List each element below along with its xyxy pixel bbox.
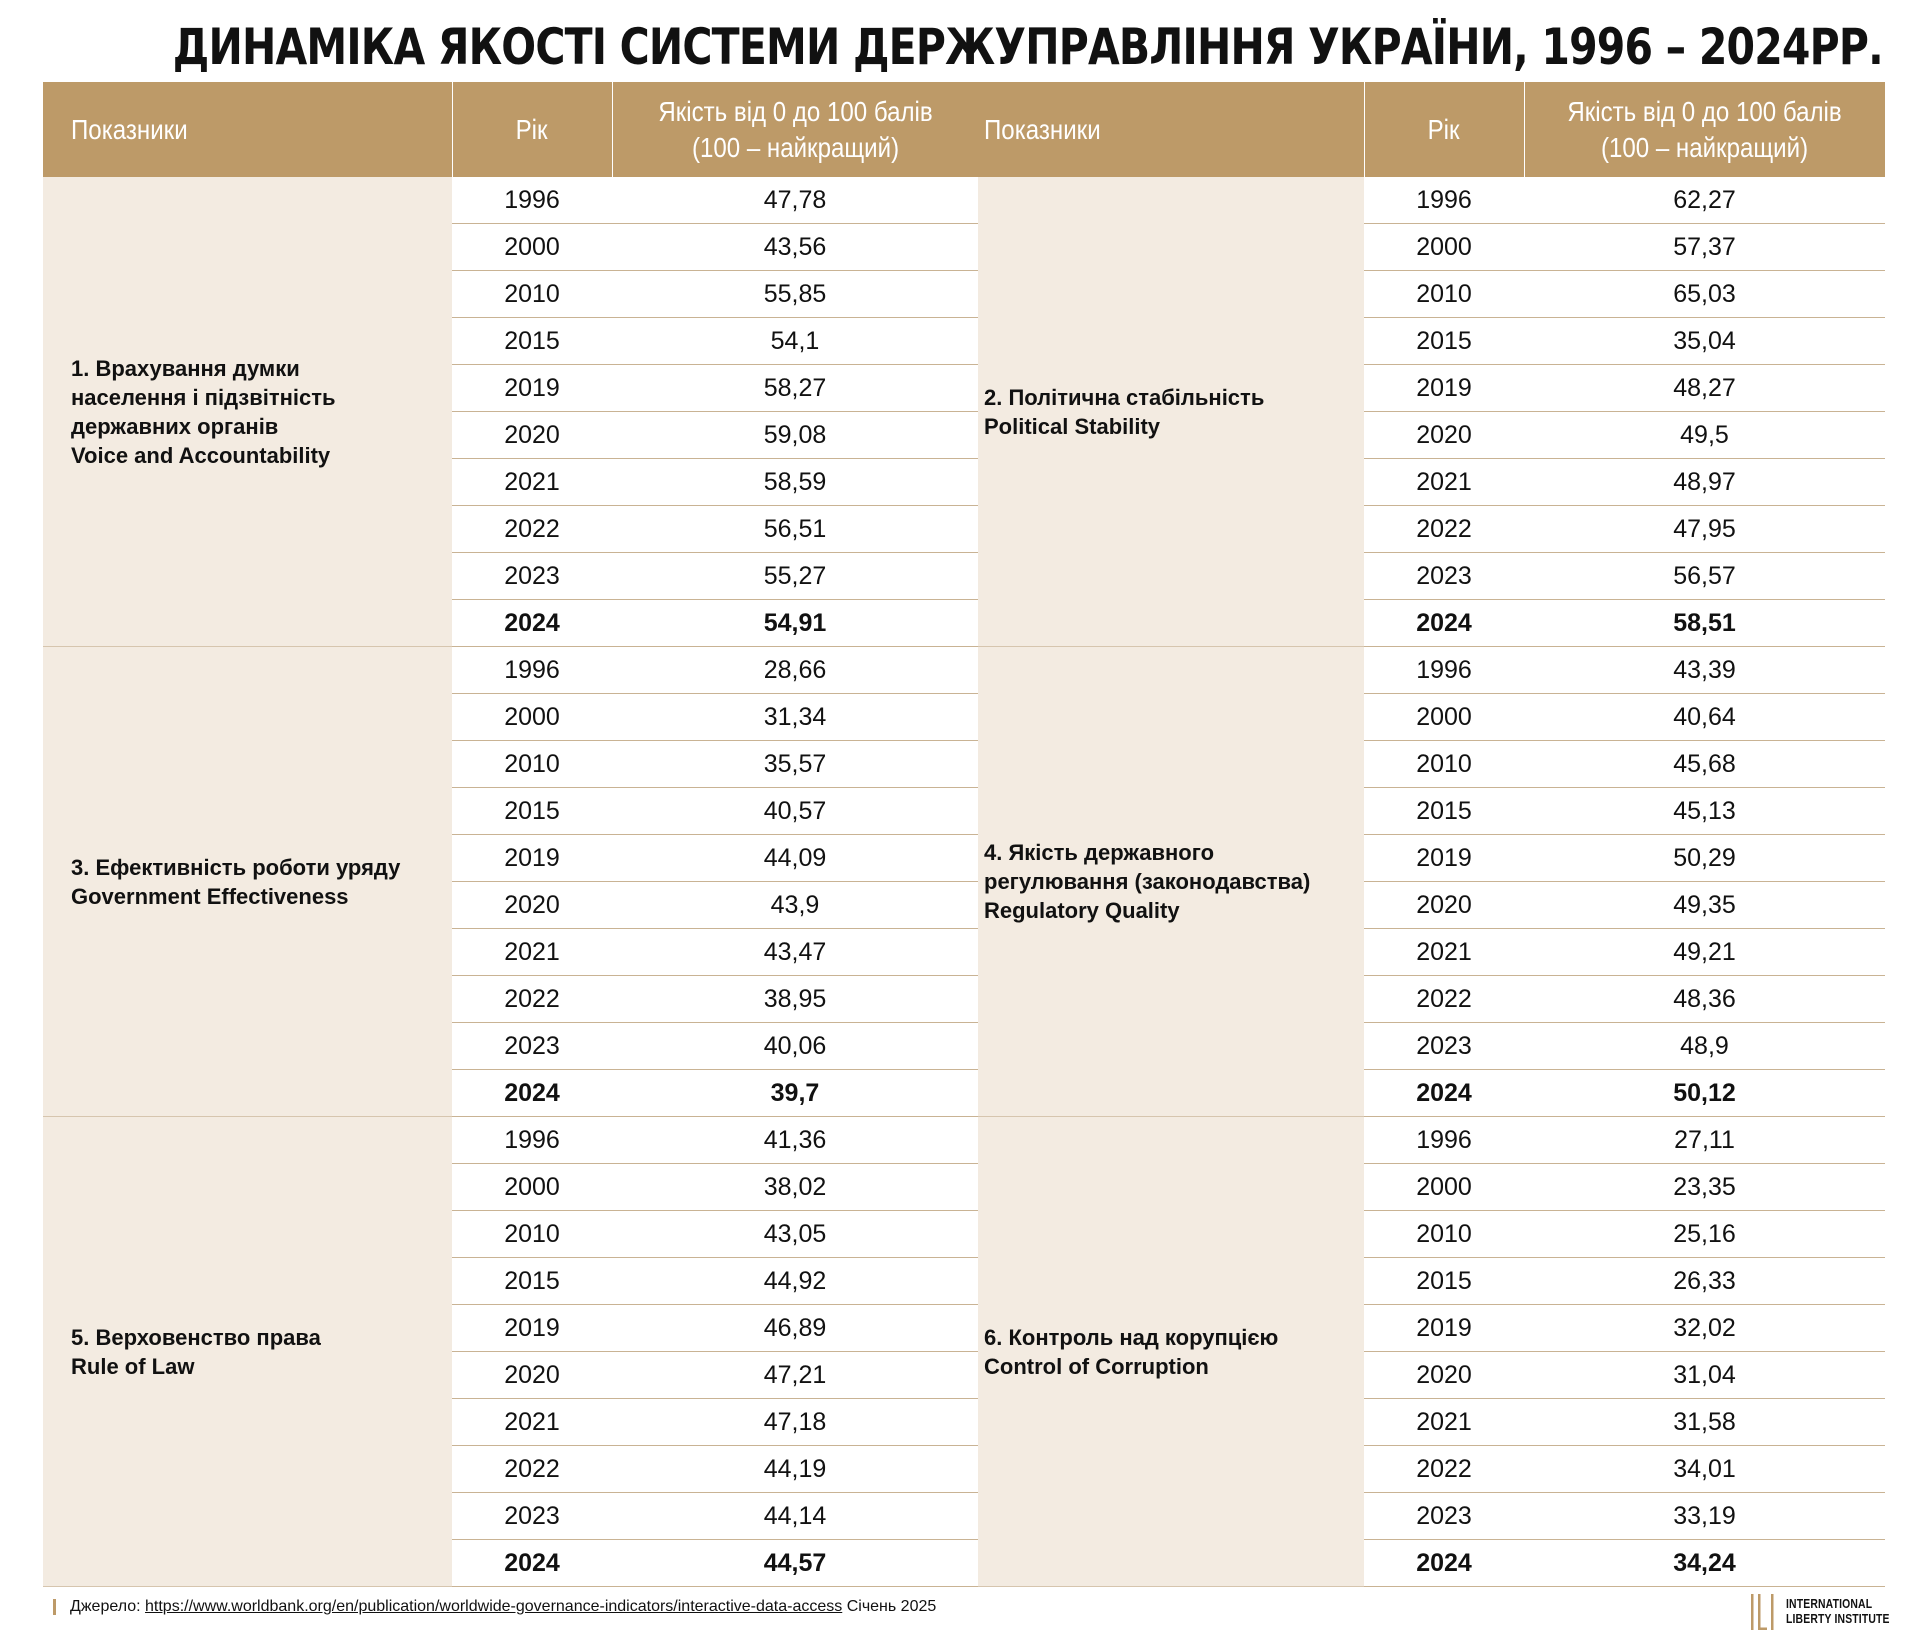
- value-cell: 43,56: [612, 224, 978, 271]
- year-cell: 2015: [452, 788, 612, 835]
- year-cell: 2015: [452, 318, 612, 365]
- value-cell: 49,5: [1524, 412, 1885, 459]
- value-cell: 40,64: [1524, 694, 1885, 741]
- year-cell: 2010: [452, 741, 612, 788]
- year-cell: 2022: [1364, 506, 1524, 553]
- value-cell: 47,18: [612, 1399, 978, 1446]
- year-cell: 2020: [452, 882, 612, 929]
- year-cell: 2023: [452, 553, 612, 600]
- value-cell: 44,19: [612, 1446, 978, 1493]
- year-cell: 2024: [452, 600, 612, 647]
- year-cell: 2023: [1364, 1023, 1524, 1070]
- value-cell: 43,47: [612, 929, 978, 976]
- table-row: [43, 1117, 1885, 1164]
- year-cell: 1996: [1364, 177, 1524, 224]
- value-cell: 31,58: [1524, 1399, 1885, 1446]
- year-cell: 2000: [452, 1164, 612, 1211]
- year-cell: 2021: [452, 1399, 612, 1446]
- year-cell: 2021: [1364, 929, 1524, 976]
- year-cell: 2015: [1364, 1258, 1524, 1305]
- indicator-name: 1. Врахування думки населення і підзвітність державних органів Voice and Accountability: [43, 177, 452, 647]
- year-cell: 2024: [1364, 600, 1524, 647]
- header-indicators: Показники: [978, 82, 1364, 177]
- value-cell: 50,12: [1524, 1070, 1885, 1117]
- value-cell: 49,21: [1524, 929, 1885, 976]
- year-cell: 2020: [452, 412, 612, 459]
- year-cell: 2000: [1364, 1164, 1524, 1211]
- indicator-name: 3. Ефективність роботи уряду Government Effectiveness: [43, 647, 452, 1117]
- value-cell: 38,02: [612, 1164, 978, 1211]
- year-cell: 2024: [452, 1070, 612, 1117]
- value-cell: 45,13: [1524, 788, 1885, 835]
- table-header-row: [43, 82, 1885, 177]
- source-footer: [53, 1598, 936, 1616]
- header-quality: Якість від 0 до 100 балів (100 – найкращий): [612, 82, 978, 177]
- value-cell: 65,03: [1524, 271, 1885, 318]
- table-row: [43, 647, 1885, 694]
- year-cell: 2022: [1364, 1446, 1524, 1493]
- value-cell: 44,09: [612, 835, 978, 882]
- value-cell: 31,34: [612, 694, 978, 741]
- year-cell: 2022: [1364, 976, 1524, 1023]
- year-cell: 2019: [1364, 365, 1524, 412]
- year-cell: 2015: [452, 1258, 612, 1305]
- indicator-name: 2. Політична стабільність Political Stability: [978, 177, 1364, 647]
- year-cell: 2019: [452, 365, 612, 412]
- value-cell: 43,05: [612, 1211, 978, 1258]
- value-cell: 58,27: [612, 365, 978, 412]
- value-cell: 28,66: [612, 647, 978, 694]
- value-cell: 38,95: [612, 976, 978, 1023]
- year-cell: 2021: [1364, 459, 1524, 506]
- header-year: Рік: [1364, 82, 1524, 177]
- year-cell: 1996: [1364, 647, 1524, 694]
- value-cell: 50,29: [1524, 835, 1885, 882]
- year-cell: 2021: [452, 929, 612, 976]
- header-indicators: Показники: [43, 82, 452, 177]
- value-cell: 41,36: [612, 1117, 978, 1164]
- value-cell: 35,57: [612, 741, 978, 788]
- value-cell: 26,33: [1524, 1258, 1885, 1305]
- year-cell: 2015: [1364, 318, 1524, 365]
- value-cell: 47,21: [612, 1352, 978, 1399]
- header-year: Рік: [452, 82, 612, 177]
- value-cell: 59,08: [612, 412, 978, 459]
- footer-accent-bar: [53, 1599, 56, 1615]
- value-cell: 58,51: [1524, 600, 1885, 647]
- year-cell: 1996: [452, 647, 612, 694]
- year-cell: 2000: [452, 224, 612, 271]
- year-cell: 2000: [1364, 224, 1524, 271]
- value-cell: 35,04: [1524, 318, 1885, 365]
- value-cell: 58,59: [612, 459, 978, 506]
- source-label: Джерело:: [70, 1598, 141, 1615]
- year-cell: 2000: [1364, 694, 1524, 741]
- year-cell: 2019: [452, 835, 612, 882]
- source-link[interactable]: https://www.worldbank.org/en/publication/worldwide-governance-indicators/interactive-data-access: [145, 1598, 843, 1615]
- table-row: [43, 177, 1885, 224]
- year-cell: 2019: [452, 1305, 612, 1352]
- year-cell: 1996: [452, 177, 612, 224]
- value-cell: 34,01: [1524, 1446, 1885, 1493]
- value-cell: 48,36: [1524, 976, 1885, 1023]
- header-quality: Якість від 0 до 100 балів (100 – найкращий): [1524, 82, 1885, 177]
- year-cell: 1996: [1364, 1117, 1524, 1164]
- year-cell: 2024: [1364, 1540, 1524, 1587]
- value-cell: 43,39: [1524, 647, 1885, 694]
- value-cell: 40,06: [612, 1023, 978, 1070]
- value-cell: 62,27: [1524, 177, 1885, 224]
- value-cell: 31,04: [1524, 1352, 1885, 1399]
- logo-text: INTERNATIONAL LIBERTY INSTITUTE: [1786, 1596, 1890, 1626]
- indicator-name: 5. Верховенство права Rule of Law: [43, 1117, 452, 1587]
- year-cell: 2010: [452, 1211, 612, 1258]
- value-cell: 44,14: [612, 1493, 978, 1540]
- year-cell: 2023: [1364, 1493, 1524, 1540]
- value-cell: 34,24: [1524, 1540, 1885, 1587]
- year-cell: 2015: [1364, 788, 1524, 835]
- value-cell: 46,89: [612, 1305, 978, 1352]
- value-cell: 45,68: [1524, 741, 1885, 788]
- year-cell: 2022: [452, 1446, 612, 1493]
- value-cell: 49,35: [1524, 882, 1885, 929]
- value-cell: 54,1: [612, 318, 978, 365]
- ili-logo: [1750, 1592, 1890, 1632]
- value-cell: 47,78: [612, 177, 978, 224]
- year-cell: 2022: [452, 976, 612, 1023]
- value-cell: 27,11: [1524, 1117, 1885, 1164]
- value-cell: 39,7: [612, 1070, 978, 1117]
- value-cell: 40,57: [612, 788, 978, 835]
- value-cell: 48,27: [1524, 365, 1885, 412]
- value-cell: 23,35: [1524, 1164, 1885, 1211]
- indicator-name: 6. Контроль над корупцією Control of Corruption: [978, 1117, 1364, 1587]
- value-cell: 44,92: [612, 1258, 978, 1305]
- year-cell: 2020: [452, 1352, 612, 1399]
- value-cell: 55,85: [612, 271, 978, 318]
- page-title: ДИНАМІКА ЯКОСТІ СИСТЕМИ ДЕРЖУПРАВЛІННЯ УКРАЇНИ, 1996 – 2024РР.: [172, 18, 1883, 76]
- year-cell: 2021: [452, 459, 612, 506]
- value-cell: 25,16: [1524, 1211, 1885, 1258]
- value-cell: 57,37: [1524, 224, 1885, 271]
- year-cell: 2023: [452, 1493, 612, 1540]
- year-cell: 2020: [1364, 882, 1524, 929]
- year-cell: 2019: [1364, 835, 1524, 882]
- year-cell: 2010: [1364, 1211, 1524, 1258]
- year-cell: 2023: [1364, 553, 1524, 600]
- year-cell: 2024: [452, 1540, 612, 1587]
- year-cell: 2020: [1364, 1352, 1524, 1399]
- year-cell: 2010: [452, 271, 612, 318]
- source-date: Січень 2025: [846, 1598, 937, 1615]
- value-cell: 48,97: [1524, 459, 1885, 506]
- value-cell: 54,91: [612, 600, 978, 647]
- value-cell: 47,95: [1524, 506, 1885, 553]
- year-cell: 1996: [452, 1117, 612, 1164]
- year-cell: 2020: [1364, 412, 1524, 459]
- indicator-name: 4. Якість державного регулювання (законодавства) Regulatory Quality: [978, 647, 1364, 1117]
- value-cell: 48,9: [1524, 1023, 1885, 1070]
- year-cell: 2023: [452, 1023, 612, 1070]
- year-cell: 2010: [1364, 741, 1524, 788]
- value-cell: 43,9: [612, 882, 978, 929]
- year-cell: 2024: [1364, 1070, 1524, 1117]
- value-cell: 56,51: [612, 506, 978, 553]
- value-cell: 33,19: [1524, 1493, 1885, 1540]
- year-cell: 2010: [1364, 271, 1524, 318]
- year-cell: 2021: [1364, 1399, 1524, 1446]
- ili-logo-icon: [1750, 1592, 1776, 1632]
- value-cell: 44,57: [612, 1540, 978, 1587]
- year-cell: 2000: [452, 694, 612, 741]
- value-cell: 56,57: [1524, 553, 1885, 600]
- year-cell: 2019: [1364, 1305, 1524, 1352]
- year-cell: 2022: [452, 506, 612, 553]
- value-cell: 55,27: [612, 553, 978, 600]
- governance-table: [43, 82, 1885, 1587]
- value-cell: 32,02: [1524, 1305, 1885, 1352]
